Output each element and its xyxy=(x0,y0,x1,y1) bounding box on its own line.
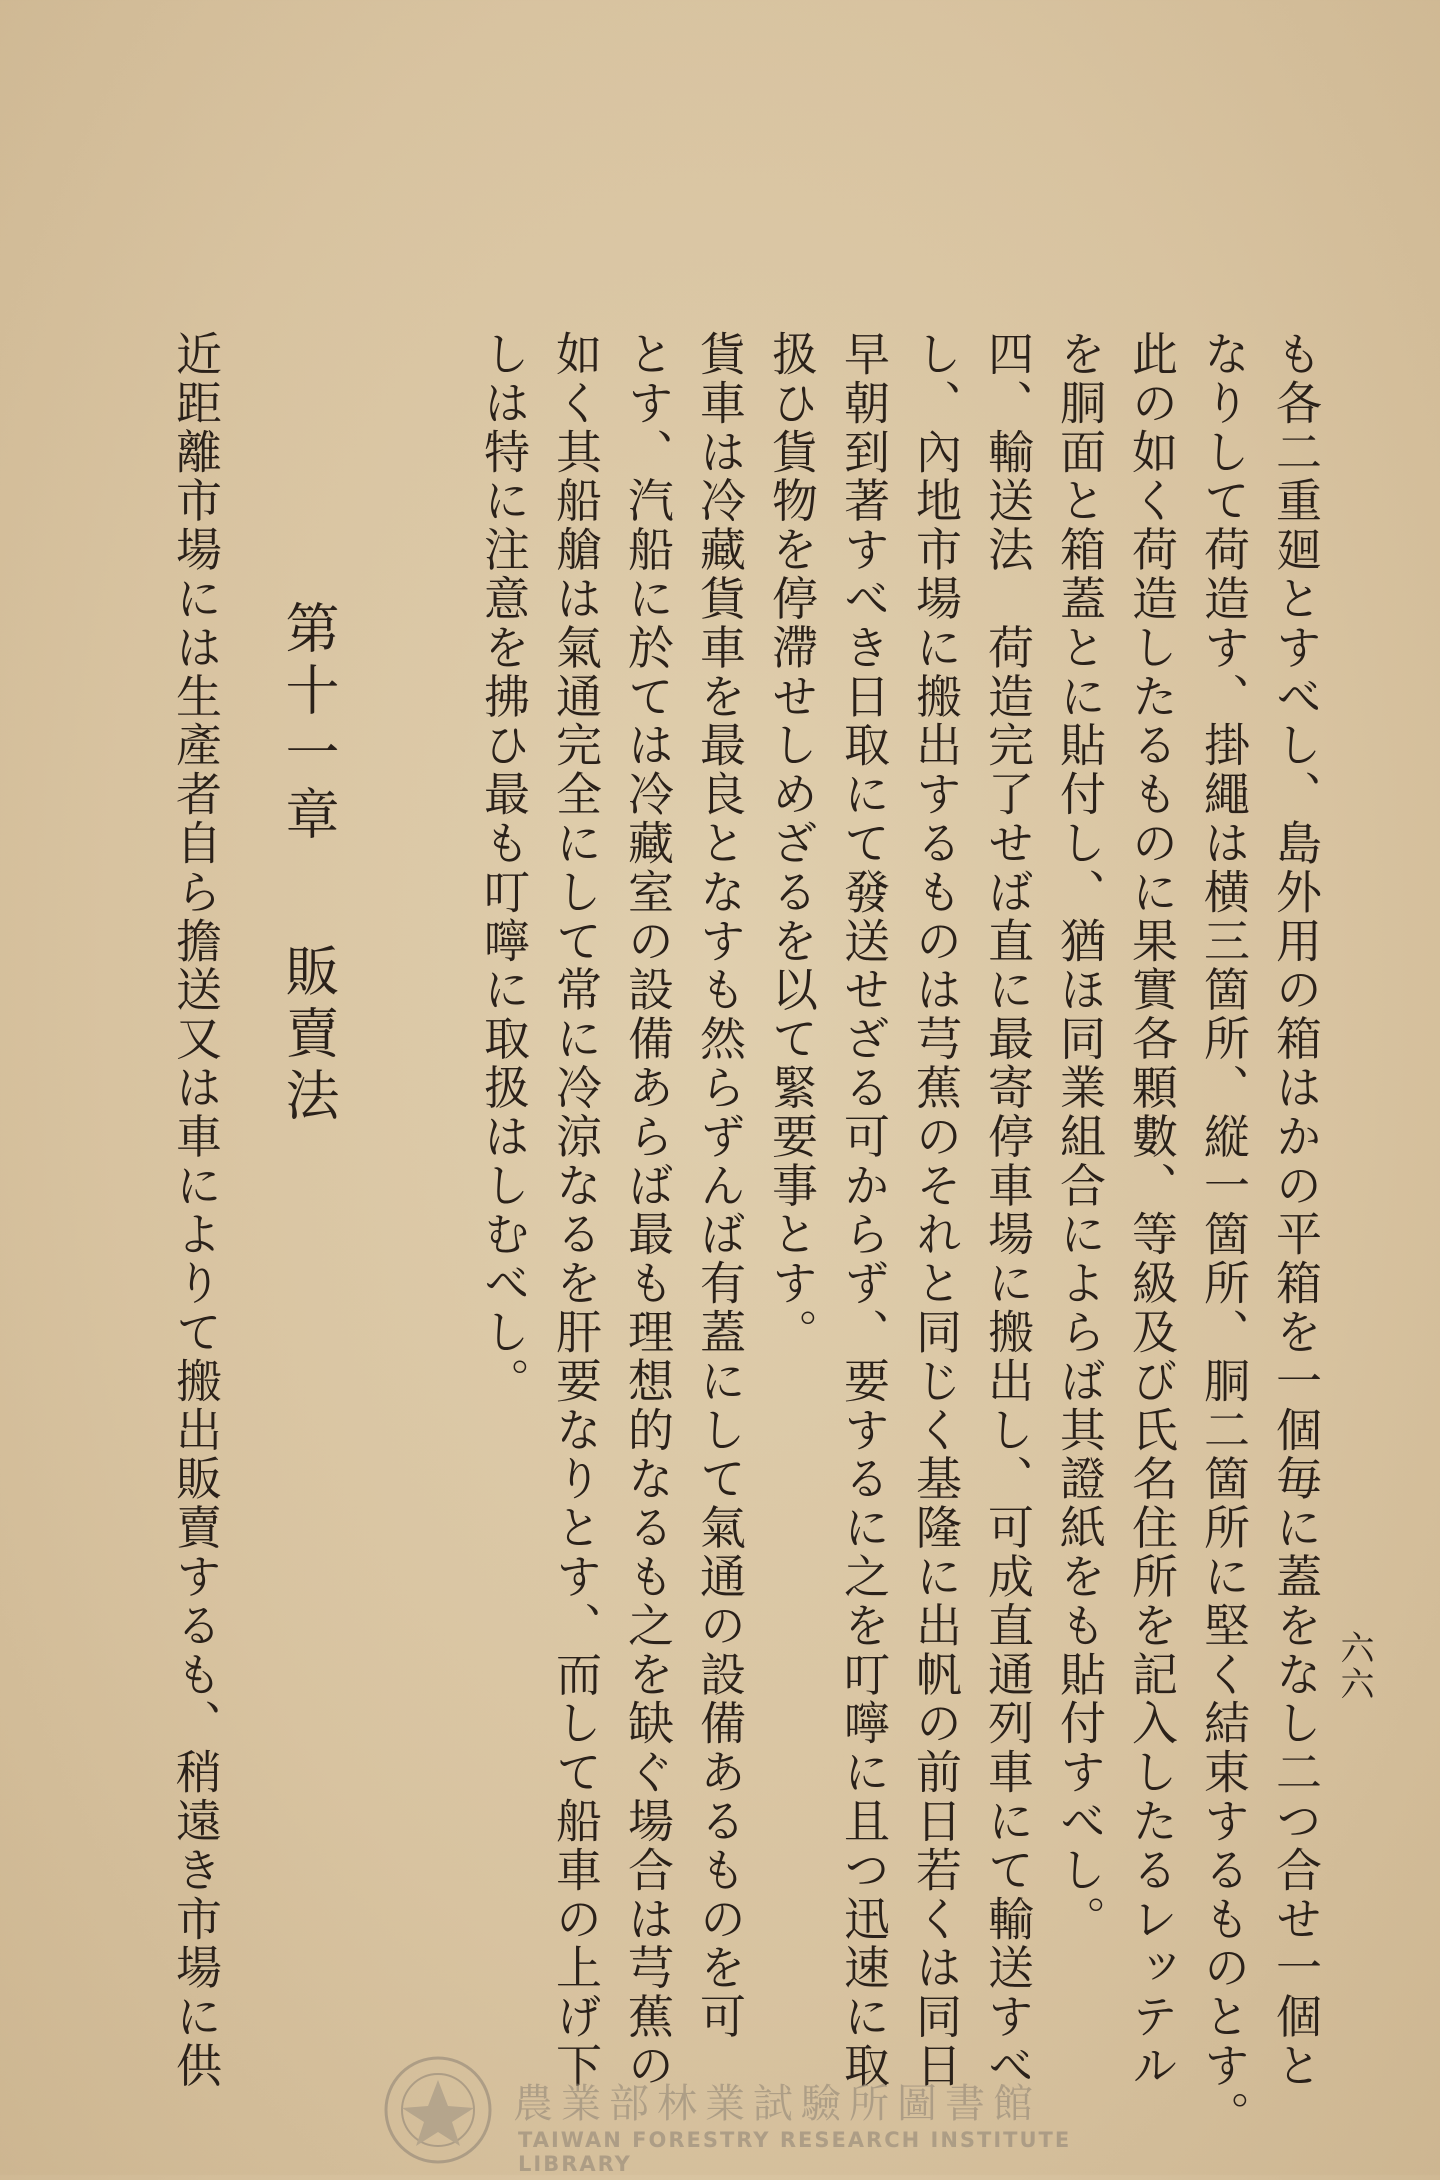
chapter-title: 販賣法 xyxy=(277,943,340,1129)
body-column-5: 四、輸送法 荷造完了せば直に最寄停車場に搬出し、可成直通列車にて輸送すべ xyxy=(981,330,1035,2091)
final-column: 近距離市場には生產者自ら擔送又は車によりて搬出販賣するも、稍遠き市場に供 xyxy=(169,330,223,2091)
watermark-title: 農業部林業試驗所圖書館 xyxy=(513,2081,1041,2127)
page-number: 六六 xyxy=(1334,1630,1374,1702)
chapter-heading xyxy=(270,600,347,1129)
body-column-10: とす、汽船に於ては冷藏室の設備あらば最も理想的なるも之を缺ぐ場合は芎蕉の xyxy=(621,330,675,2091)
body-column-7: 早朝到著すべき日取にて發送せざる可からず、要するに之を叮嚀に且つ迅速に取 xyxy=(837,330,891,2091)
body-column-3: 此の如く荷造したるものに果實各顆數、等級及び氏名住所を記入したるレッテル xyxy=(1125,330,1179,2091)
body-column-4: を胴面と箱蓋とに貼付し、猶ほ同業組合によらば其證紙をも貼付すべし。 xyxy=(1053,330,1107,1944)
body-column-2: なりして荷造す、掛繩は横三箇所、縦一箇所、胴二箇所に堅く結束するものとす。 xyxy=(1197,330,1251,2140)
body-column-6: し、內地市場に搬出するものは芎蕉のそれと同じく基隆に出帆の前日若くは同日 xyxy=(909,330,963,2091)
body-column-8: 扱ひ貨物を停滯せしめざるを以て緊要事とす。 xyxy=(765,330,819,1357)
library-seal-icon xyxy=(378,2050,508,2180)
body-column-9: 貨車は冷藏貨車を最良となすも然らずんば有蓋にして氣通の設備あるものを可 xyxy=(693,330,747,2042)
watermark-subtitle: TAIWAN FORESTRY RESEARCH INSTITUTE LIBRARY xyxy=(518,2128,1072,2176)
body-column-11: 如く其船艙は氣通完全にして常に冷涼なるを肝要なりとす、而して船車の上げ下 xyxy=(549,330,603,2091)
library-watermark xyxy=(378,2050,1098,2176)
body-column-1: も各二重廻とすべし、島外用の箱はかの平箱を一個毎に蓋をなし二つ合せ一個と xyxy=(1269,330,1323,2091)
body-column-12: しは特に注意を拂ひ最も叮嚀に取扱はしむべし。 xyxy=(477,330,531,1406)
chapter-number: 第十一章 xyxy=(277,600,340,848)
